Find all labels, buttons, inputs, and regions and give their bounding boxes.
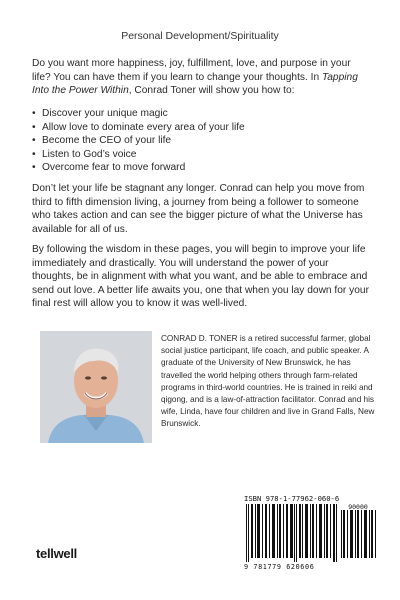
author-bio: CONRAD D. TONER is a retired successful farmer, global social justice participant, life coach, and public speaker. A graduate of the University of New Brunswick, he has travelled the world helping others through farm-related programs in third-world countries. He is trained in reiki and qigong, and is a law-of-attraction facilitator. Conrad and his wife, Linda, have four children and live in Grand Falls, New Brunswick. [161, 334, 375, 429]
book-title: Tapping Into the Power Within [32, 71, 358, 97]
category-label: Personal Development/Spirituality [121, 30, 279, 42]
body-paragraph: By following the wisdom in these pages, you will begin to improve your life immediately and drastically. You will understand the power of your thoughts, be in alignment with what you want, and be able to embrace and send out love. A better life awaits you, one that when you lay down for your final rest will allow you to know it was well-lived. [32, 244, 369, 310]
barcode [244, 504, 384, 564]
isbn-label [244, 494, 384, 503]
list-item: • Become the CEO of your life [32, 134, 372, 148]
list-item: • Overcome fear to move forward [32, 161, 372, 175]
publisher-logo: tellwell [36, 546, 77, 561]
price-code: 90000 [348, 504, 368, 511]
barcode-digits: 9 781779 620606 [244, 563, 315, 571]
isbn-number: ISBN 978-1-77962-060-6 [244, 494, 340, 503]
body-paragraph: Don’t let your life be stagnant any longer. Conrad can help you move from third to fifth dimension living, a journey from being a follower to someone who takes action and can see the bigger picture of what the Universe has available for all of us. [32, 183, 365, 235]
intro-text-start: Do you want more happiness, joy, fulfillment, love, and purpose in your life? You can have them if you learn to change your thoughts. In [32, 58, 351, 83]
list-item: • Allow love to dominate every area of your life [32, 121, 372, 135]
benefit-list [32, 107, 372, 175]
list-item: • Discover your unique magic [32, 107, 372, 121]
intro-paragraph [32, 57, 372, 98]
author-photo [40, 331, 152, 443]
author-portrait-image [40, 331, 152, 443]
intro-text-end: , Conrad Toner will show you how to: [128, 85, 295, 97]
list-item: • Listen to God’s voice [32, 148, 372, 162]
